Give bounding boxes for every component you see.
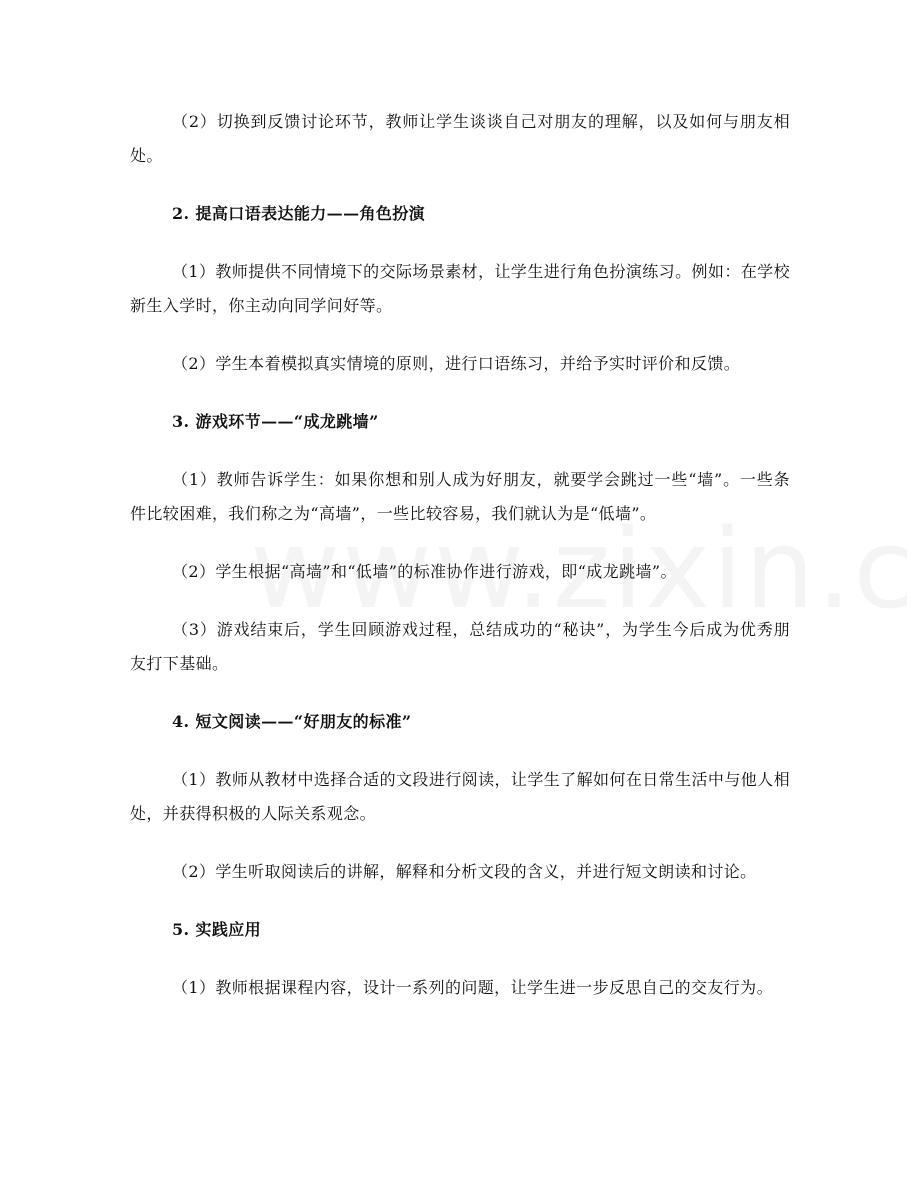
paragraph: （1）教师告诉学生：如果你想和别人成为好朋友，就要学会跳过一些“墙”。一些条件比较困难，我们称之为“高墙”，一些比较容易，我们就认为是“低墙”。 (130, 470, 790, 523)
paragraph: （2）学生听取阅读后的讲解，解释和分析文段的含义，并进行短文朗读和讨论。 (172, 862, 757, 881)
paragraph: （1）教师提供不同情境下的交际场景素材，让学生进行角色扮演练习。例如：在学校新生入学时，你主动向同学问好等。 (130, 262, 790, 315)
paragraph: （1）教师根据课程内容，设计一系列的问题，让学生进一步反思自己的交友行为。 (172, 978, 773, 997)
document-body (130, 105, 790, 1029)
paragraph: （3）游戏结束后，学生回顾游戏过程，总结成功的“秘诀”，为学生今后成为优秀朋友打下基础。 (130, 620, 790, 673)
section-heading: 5. 实践应用 (172, 920, 262, 939)
paragraph: （2）学生根据“高墙”和“低墙”的标准协作进行游戏，即“成龙跳墙”。 (172, 562, 677, 581)
section-heading: 4. 短文阅读——“好朋友的标准” (172, 712, 412, 731)
paragraph: （2）学生本着模拟真实情境的原则，进行口语练习，并给予实时评价和反馈。 (172, 354, 741, 373)
paragraph: （2）切换到反馈讨论环节，教师让学生谈谈自己对朋友的理解，以及如何与朋友相处。 (130, 112, 790, 165)
paragraph: （1）教师从教材中选择合适的文段进行阅读，让学生了解如何在日常生活中与他人相处，并获得积极的人际关系观念。 (130, 770, 790, 823)
section-heading: 2. 提高口语表达能力——角色扮演 (172, 204, 426, 223)
section-heading: 3. 游戏环节——“成龙跳墙” (172, 412, 379, 431)
